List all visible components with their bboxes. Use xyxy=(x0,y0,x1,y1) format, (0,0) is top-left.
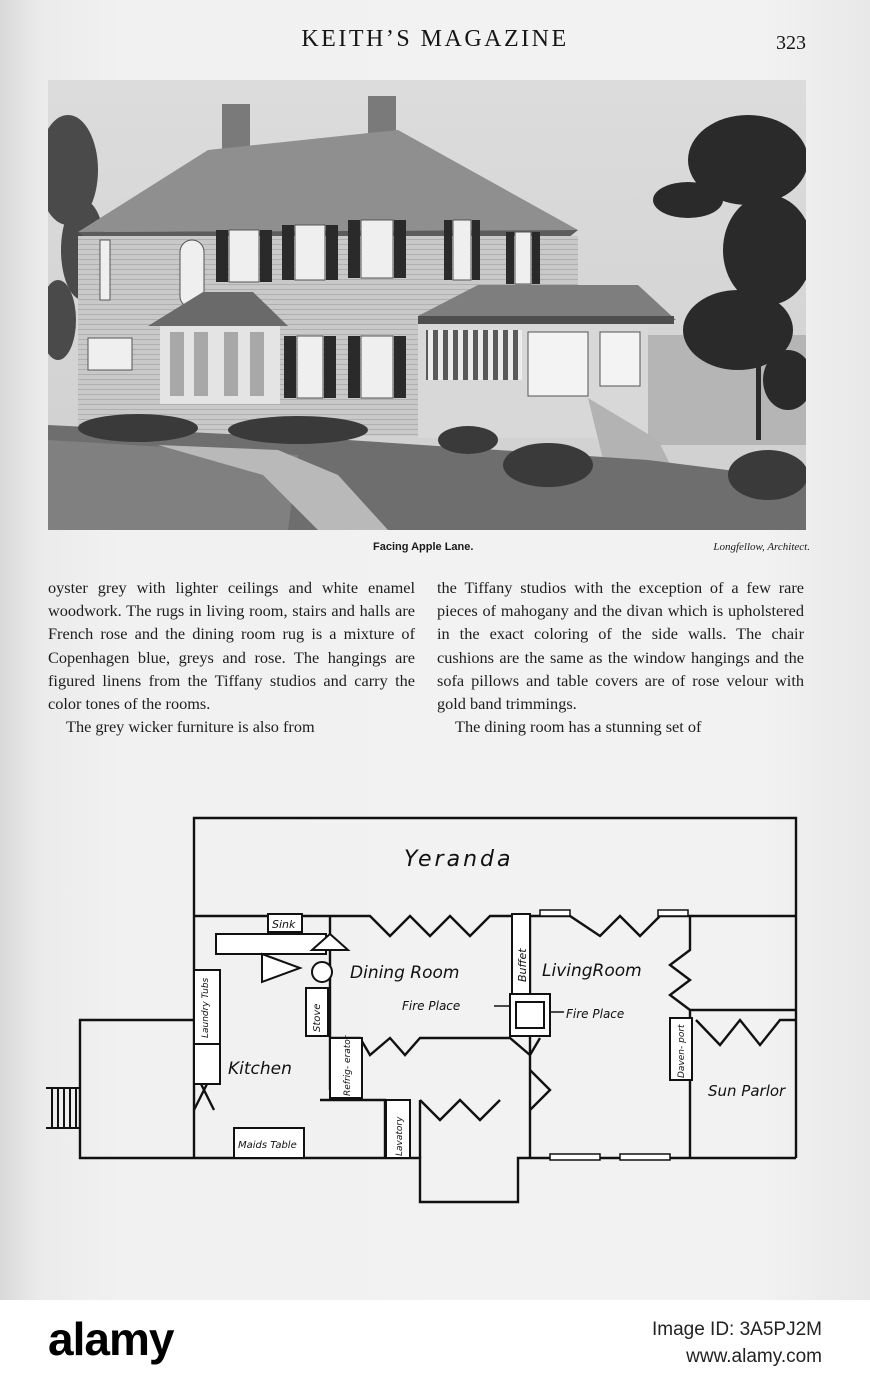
laundry-tubs-label: Laundry Tubs xyxy=(201,977,211,1038)
stock-logo: alamy xyxy=(48,1313,174,1365)
maids-table-label: Maids Table xyxy=(238,1140,297,1151)
photo-credit: Longfellow, Architect. xyxy=(713,541,810,553)
text-column-right xyxy=(437,576,804,738)
paragraph: The grey wicker furniture is also from xyxy=(66,717,315,737)
veranda-label: Yeranda xyxy=(404,847,514,872)
page-number: 323 xyxy=(776,32,806,54)
fire-place-label-right: Fire Place xyxy=(566,1007,625,1021)
house-photograph xyxy=(48,80,806,530)
living-room-label: LivingRoom xyxy=(542,961,642,981)
sun-parlor-label: Sun Parlor xyxy=(708,1082,786,1100)
buffet-label: Buffet xyxy=(516,948,529,982)
image-id: Image ID: 3A5PJ2M xyxy=(651,1319,822,1340)
photo-caption: Facing Apple Lane. xyxy=(373,541,474,553)
paragraph: The dining room has a stunning set of xyxy=(455,717,702,737)
paragraph: the Tiffany studios with the exception of a few rare pieces of mahogany and the divan which is upholstered in the exact coloring of the side walls. The chair cushions are the same as the window hangings and the sofa pillows and table covers are of rose velour with gold band trimmings. xyxy=(437,578,804,714)
floor-plan xyxy=(40,810,810,1210)
lavatory-label: Lavatory xyxy=(395,1116,405,1156)
magazine-title: KEITH’S MAGAZINE xyxy=(301,26,569,52)
sink-label: Sink xyxy=(272,918,296,931)
dining-room-label: Dining Room xyxy=(350,963,460,983)
davenport-label: Daven- port xyxy=(677,1024,687,1078)
refrigerator-label: Refrig- erator xyxy=(343,1035,353,1096)
stove-label: Stove xyxy=(312,1003,323,1032)
text-column-left xyxy=(48,576,415,738)
kitchen-label: Kitchen xyxy=(228,1059,292,1079)
fire-place-label-left: Fire Place xyxy=(402,999,461,1013)
paragraph: oyster grey with lighter ceilings and white enamel woodwork. The rugs in living room, stairs and halls are French rose and the dining room rug is a mixture of Copenhagen blue, greys and rose. The hangings are figured linens from the Tiffany studios and carry the color tones of the rooms. xyxy=(48,578,415,714)
stock-url: www.alamy.com xyxy=(686,1346,822,1367)
